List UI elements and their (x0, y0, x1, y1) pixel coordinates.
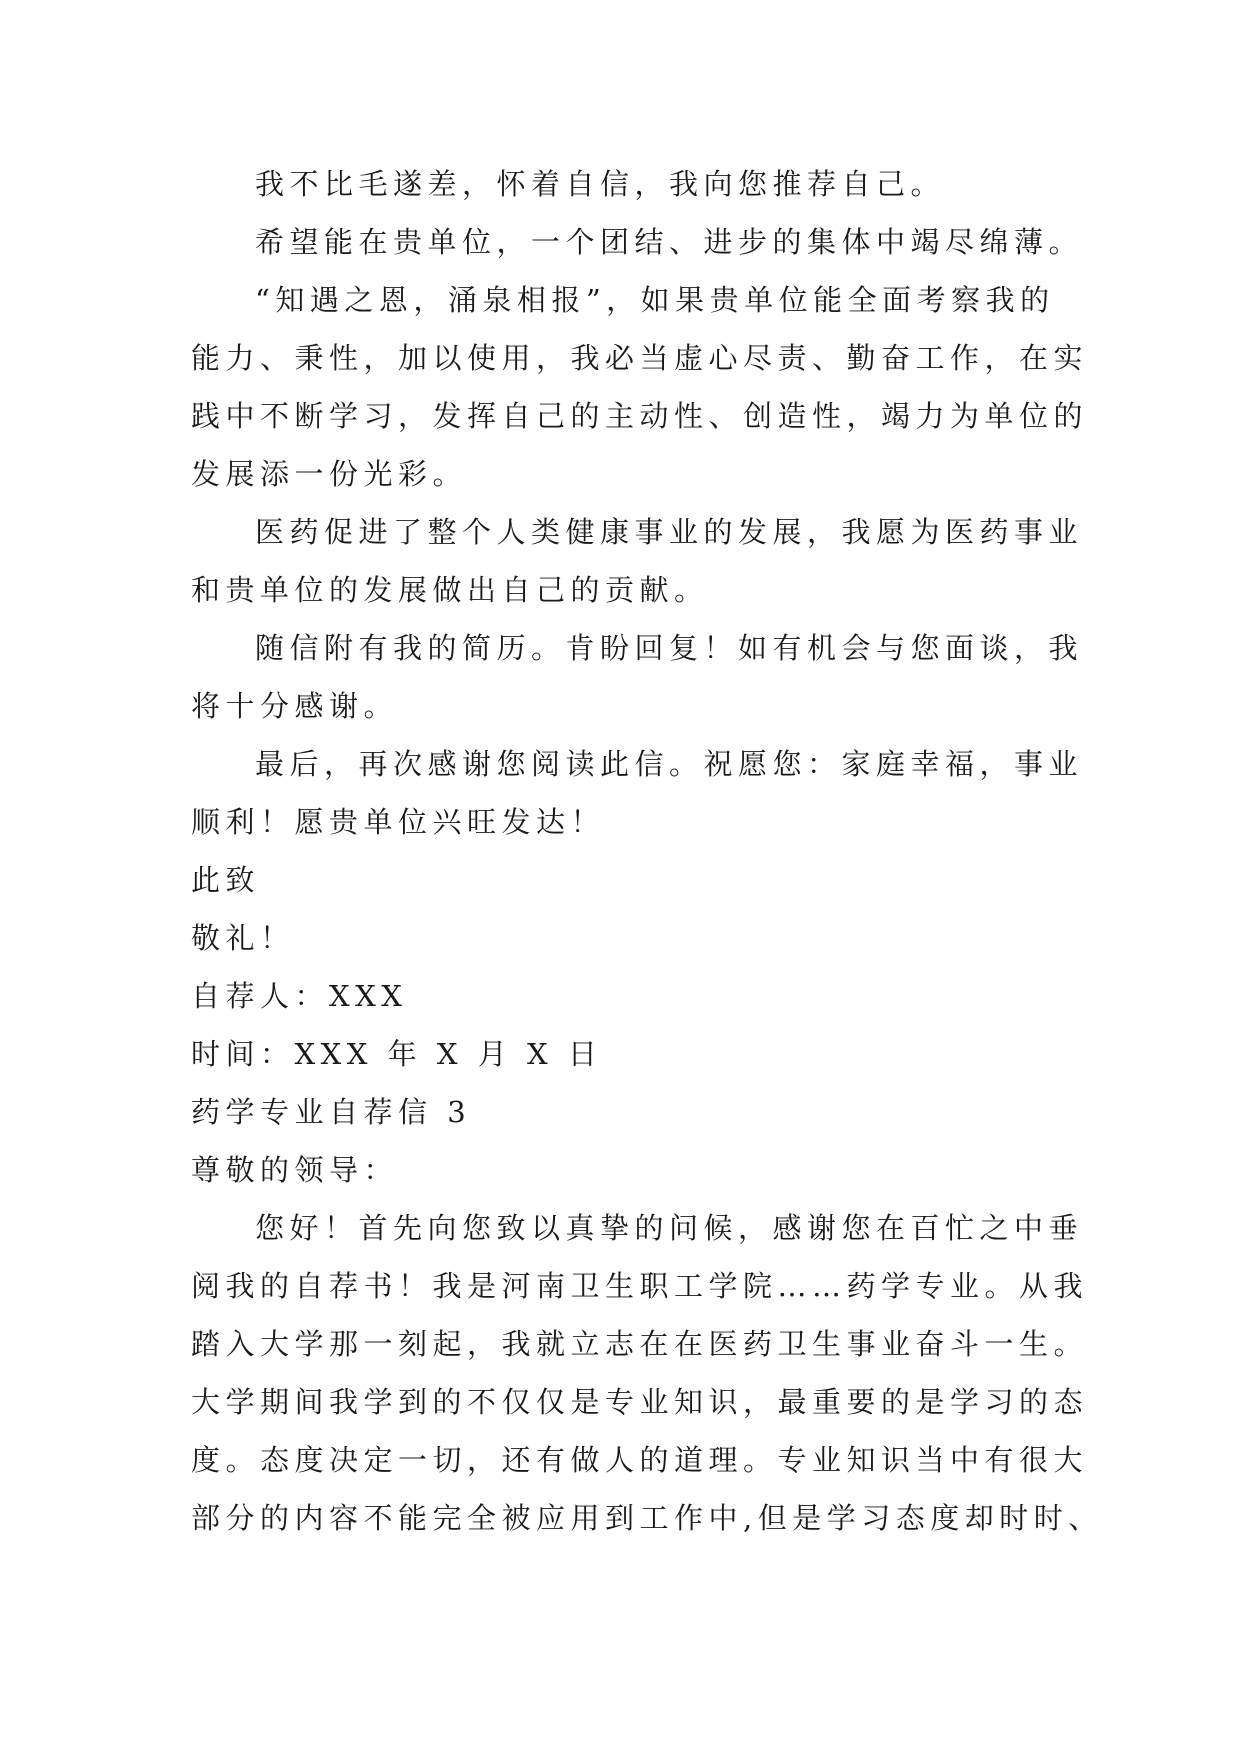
closing-regards: 敬礼！ (191, 921, 295, 955)
text-line: 踏入大学那一刻起，我就立志在在医药卫生事业奋斗一生。 (191, 1327, 1089, 1361)
text-line: 最后，再次感谢您阅读此信。祝愿您：家庭幸福，事业 (255, 747, 1084, 781)
text-line: 度。态度决定一切，还有做人的道理。专业知识当中有很大 (191, 1443, 1089, 1477)
text-line: 发展添一份光彩。 (191, 457, 468, 491)
text-line: 将十分感谢。 (191, 689, 399, 723)
text-line: 和贵单位的发展做出自己的贡献。 (191, 573, 709, 607)
text-line: “知遇之恩，涌泉相报”，如果贵单位能全面考察我的 (255, 283, 1055, 317)
text-line: 能力、秉性，加以使用，我必当虚心尽责、勤奋工作，在实 (191, 341, 1089, 375)
text-line: 我不比毛遂差，怀着自信，我向您推荐自己。 (255, 167, 946, 201)
text-line: 医药促进了整个人类健康事业的发展，我愿为医药事业 (255, 515, 1084, 549)
signature-line: 自荐人：XXX (191, 979, 408, 1013)
text-line: 您好！首先向您致以真挚的问候，感谢您在百忙之中垂 (255, 1211, 1084, 1245)
text-line: 随信附有我的简历。肯盼回复！如有机会与您面谈，我 (255, 631, 1084, 665)
closing-salutation: 此致 (191, 863, 261, 897)
text-line: 部分的内容不能完全被应用到工作中,但是学习态度却时时、 (191, 1501, 1103, 1535)
greeting-line: 尊敬的领导： (191, 1153, 399, 1187)
text-line: 希望能在贵单位，一个团结、进步的集体中竭尽绵薄。 (255, 225, 1084, 259)
text-line: 阅我的自荐书！我是河南卫生职工学院……药学专业。从我 (191, 1269, 1089, 1303)
section-title: 药学专业自荐信 3 (191, 1095, 472, 1129)
text-line: 践中不断学习，发挥自己的主动性、创造性，竭力为单位的 (191, 399, 1089, 433)
text-line: 大学期间我学到的不仅仅是专业知识，最重要的是学习的态 (191, 1385, 1089, 1419)
text-line: 顺利！愿贵单位兴旺发达！ (191, 805, 606, 839)
date-line: 时间：XXX 年 X 月 X 日 (191, 1037, 603, 1071)
